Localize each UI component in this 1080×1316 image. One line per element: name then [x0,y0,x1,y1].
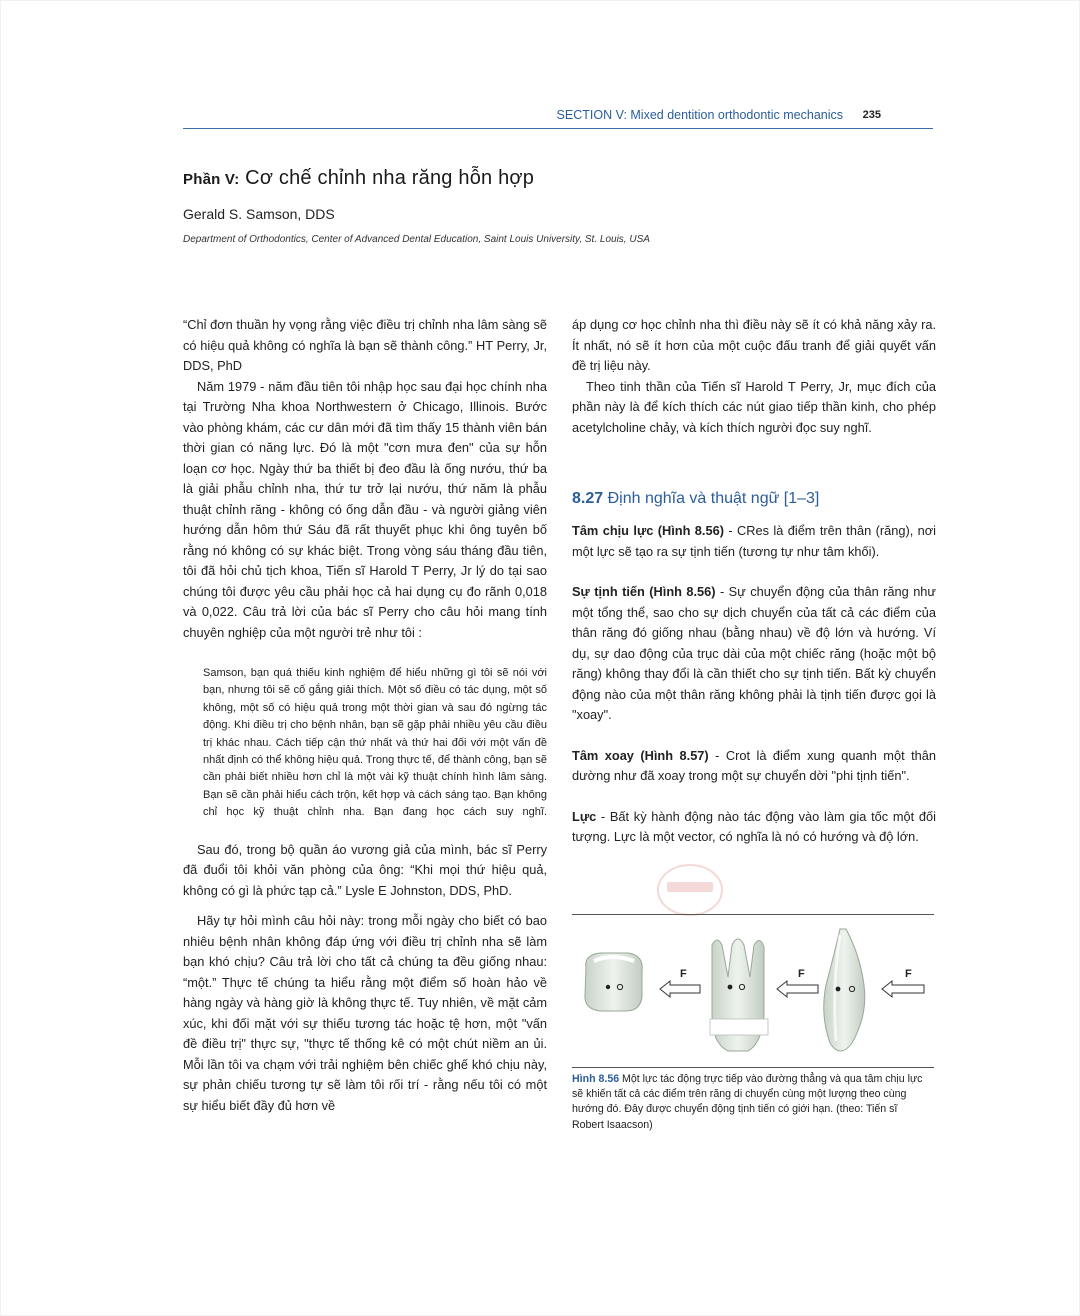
page-number: 235 [862,109,881,121]
definition-text: - CRes là điểm trên thân (răng), nơi một lực sẽ tạo ra sự tịnh tiến (tương tự như tâm khối). [572,523,937,559]
force-arrow-icon [882,968,924,997]
paragraph: áp dụng cơ học chỉnh nha thì điều này sẽ ít có khả năng xảy ra. Ít nhất, nó sẽ ít hơn của một cuộc đấu tranh để giải quyết vấn đề trị liệu này. [572,317,936,373]
force-arrow-icon [660,968,700,997]
force-label: F [905,968,912,980]
author-affiliation: Department of Orthodontics, Center of Advanced Dental Education, Saint Louis University, St. Louis, USA [183,234,650,245]
running-title: SECTION V: Mixed dentition orthodontic mechanics [556,108,843,122]
definition-center-of-rotation [572,746,936,787]
paragraph: Theo tinh thần của Tiến sĩ Harold T Perry, Jr, mục đích của phần này là để kích thích các nút giao tiếp thần kinh, cho phép acetylcholine chảy, và kích thích người đọc suy nghĩ. [572,378,936,435]
paragraph: Hãy tự hỏi mình câu hỏi này: trong mỗi ngày cho biết có bao nhiêu bệnh nhân không đáp ứng với điều trị chỉnh nha sẽ làm bạn khó chịu? Câu trả lời cho tất cả chúng ta đều giống nhau: “một.” Thực tế chúng ta hiểu rằng một điểm số hoàn hảo về hàng ngày và hàng giờ là không thực tế. Tuy nhiên, về mặt cảm xúc, khi đối mặt với sự thiếu tương tác hoặc tệ hơn, một "vấn đề điều trị" thực sự, "thực tế thống kê có một chút niềm an ủi. Mỗi lần tôi va chạm với trải nghiệm bên chiếc ghế khó chịu này, sự phản chiếu tương tự sẽ làm tôi rối trí - rằng nếu tôi có một sự hiểu biết đầy đủ hơn về [183,913,547,1113]
paragraph: Sau đó, trong bộ quần áo vương giả của mình, bác sĩ Perry đã đuổi tôi khỏi văn phòng của ông: “Khi mọi thứ hiệu quả, không có gì là phức tạp cả.” Lysle E Johnston, DDS, PhD. [183,841,547,898]
definition-text: - Sự chuyển động của thân răng như một tổng thể, sao cho sự dịch chuyển của tất cả các điểm của thân răng đó giống nhau (bằng nhau) về độ lớn và hướng. Ví dụ, sự dao động của trục dài của một chiếc răng (hoặc một bộ răng) không thay đổi là cần thiết cho sự tịnh tiến. Bất kỳ chuyển động nào của một thân răng không phải là tịnh tiến được gọi là "xoay". [572,584,936,722]
force-arrow-icon [777,968,818,997]
author-name: Gerald S. Samson, DDS [183,206,335,222]
molar-tooth-icon [710,939,768,1051]
definition-term: Tâm chịu lực (Hình 8.56) [572,523,724,538]
left-column [183,315,547,1116]
section-number: 8.27 [572,490,604,507]
block-quote: Samson, bạn quá thiếu kinh nghiệm để hiểu những gì tôi sẽ nói với bạn, nhưng tôi sẽ cố gắng giải thích. Một số điều có tác dụng, một số không, một số có hiệu quả trong một thời gian và sau đó ngừng tác động. Khi điều trị cho bệnh nhân, bạn sẽ gặp phải nhiều yêu cầu điều trị khác nhau. Cách tiếp cận thứ nhất và thứ hai đối với một vấn đề nhất định có thể không hiệu quả. Trong thực tế, để thành công, bạn sẽ cần phải biết nhiều hơn chỉ là một vài kỹ thuật chính hình lâm sàng. Bạn sẽ cần phải hiểu cách trộn, kết hợp và cách sáng tạo. Bạn không chỉ học kỹ thuật chỉnh nha. Bạn đang học cách suy nghĩ. [203,667,547,819]
chapter-title-lead: Phần V: [183,171,240,188]
definition-force [572,807,936,848]
definition-text: - Bất kỳ hành động nào tác động vào làm gia tốc một đối tượng. Lực là một vector, có nghĩa là nó có hướng và độ lớn. [572,808,936,844]
force-label: F [798,968,805,980]
section-title: Định nghĩa và thuật ngữ [1–3] [603,490,820,507]
figure-8-56 [572,914,934,1068]
definition-translation [572,582,936,726]
tooth-translation-illustration [572,915,934,1067]
epigraph-quote: “Chỉ đơn thuần hy vọng rằng việc điều trị chỉnh nha lâm sàng sẽ có hiệu quả không có nghĩa là bạn sẽ thành công.” HT Perry, Jr, DDS, PhD [183,317,547,373]
force-label: F [680,968,687,980]
publisher-watermark-logo [655,862,725,918]
definition-text: - Crot là điểm xung quanh một thân dường như đã xoay trong một sự chuyển dời "phi tịnh tiến". [572,747,936,783]
chapter-title [183,167,534,190]
definition-center-of-resistance [572,521,936,562]
figure-caption [572,1072,927,1133]
tooth-crown-icon [585,953,642,1011]
running-header [183,106,933,129]
chapter-title-text: Cơ chế chỉnh nha răng hỗn hợp [239,167,535,189]
paragraph: Năm 1979 - năm đầu tiên tôi nhập học sau đại học chính nha tại Trường Nha khoa Northwestern ở Chicago, Illinois. Bước vào phòng khám, các cư dân mới đã tìm thấy 15 thành viên bán thời gian có năng lực. Đó là một "cơn mưa đen" của sự hỗn loạn cơ học. Ngày thứ ba thiết bị đeo đầu là ống nướu, thứ ba là giải phẫu chỉnh nha, thứ tư trở lại nướu, thứ năm là phẫu thuật chỉnh răng - không có ống dẫn đầu - và người giảng viên hướng dẫn hôm thứ Sáu đã rất thuyết phục khi ông tuyên bố rằng nó không có sự khác biệt. Trong vòng sáu tháng đầu tiên, tôi đã hỏi chủ tịch khoa, Tiến sĩ Harold T Perry, Jr lý do tại sao chúng tôi được yêu cầu phải học cả hai dụng cụ đo rãnh 0,018 và 0,022. Câu trả lời của bác sĩ Perry cho câu hỏi mang tính chuyên nghiệp của một người trẻ như tôi : [183,378,547,640]
figure-caption-text: Một lực tác động trực tiếp vào đường thẳng và qua tâm chịu lực sẽ khiến tất cả các điểm trên răng di chuyển cùng một lượng theo cùng hướng đó. Đây được chuyển động tịnh tiến có giới hạn. (theo: Tiến sĩ Robert Isaacson) [572,1073,923,1131]
section-heading [572,488,936,509]
definition-term: Tâm xoay (Hình 8.57) [572,747,709,763]
definition-term: Lực [572,808,597,824]
definition-term: Sự tịnh tiến (Hình 8.56) [572,584,716,599]
figure-caption-label: Hình 8.56 [572,1073,620,1085]
right-column [572,315,936,848]
incisor-tooth-icon [824,929,865,1051]
